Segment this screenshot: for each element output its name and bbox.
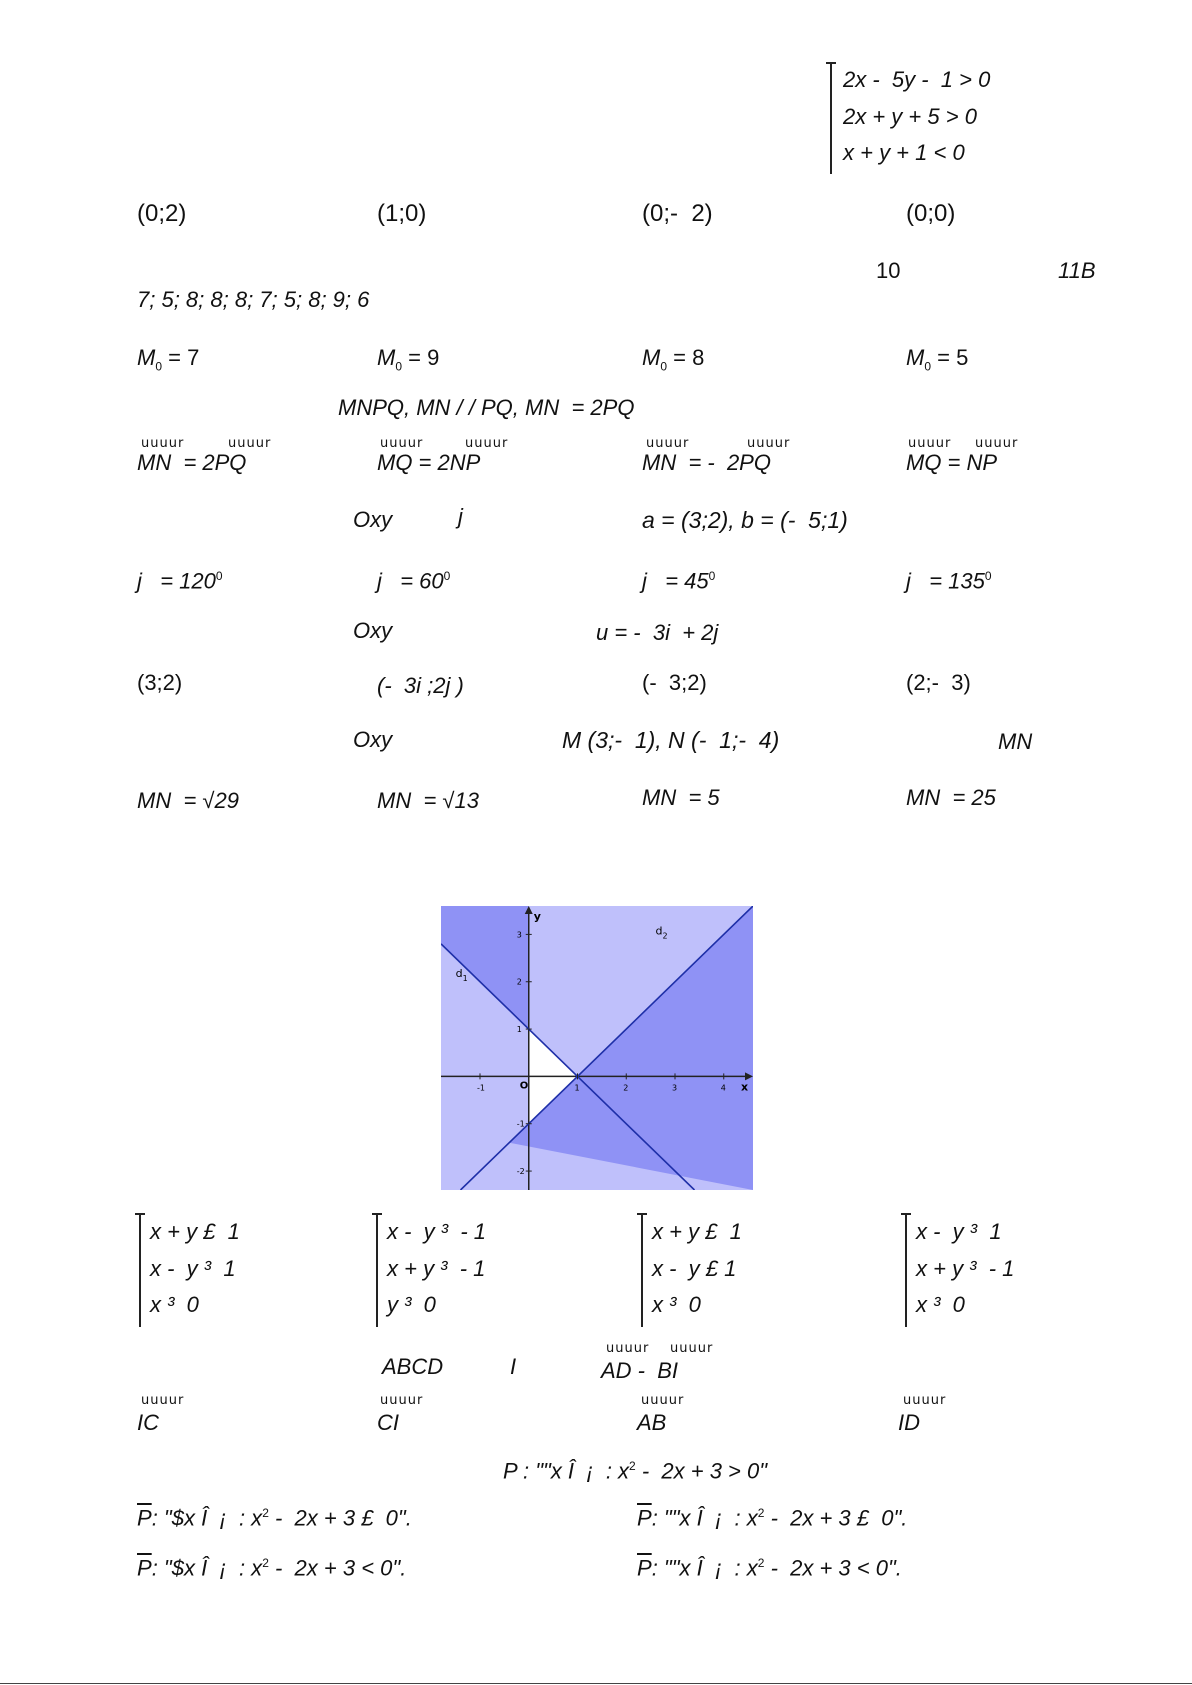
negation-stem: P : ""x Î ¡ : $x^2 - 2x + 3 > 0$"	[503, 1458, 768, 1484]
x-tick-label: 1	[574, 1083, 580, 1093]
trapezoid-option-a: MN = 2PQ	[137, 450, 247, 475]
mode-option-c: $M_0 = 8$	[642, 345, 705, 374]
region-a-line-3: x ³ 0	[150, 1292, 199, 1317]
vector-arrow-bi: uuuur	[670, 1341, 714, 1356]
x-tick-label: 3	[672, 1083, 678, 1093]
square-option-b: CI	[377, 1410, 399, 1435]
angle-vectors: a = (3;2), b = (- 5;1)	[642, 507, 848, 533]
system-line-2: 2x + y + 5 > 0	[843, 104, 977, 129]
x-axis-label: x	[741, 1080, 749, 1094]
region-c-line-1: x + y £ 1	[652, 1219, 742, 1244]
y-axis-label: y	[533, 910, 541, 923]
mode-option-b: $M_0 = 9$	[377, 345, 440, 374]
vector-arrow-c2: uuuur	[747, 436, 791, 451]
angle-option-d: $j = 135^0$	[906, 568, 992, 594]
square-stem-abcd: ABCD	[382, 1354, 444, 1379]
region-a-line-1: x + y £ 1	[150, 1219, 240, 1244]
y-tick-label: 2	[516, 977, 522, 987]
region-c-line-3: x ³ 0	[652, 1292, 701, 1317]
vector-u-option-b: (- 3i ;2j )	[377, 673, 464, 698]
angle-option-a: $j = 120^0$	[137, 568, 223, 594]
vector-arrow-ic: uuuur	[141, 1393, 185, 1408]
vector-arrow-c1: uuuur	[646, 436, 690, 451]
d2-label: $d_2$	[655, 924, 668, 941]
system-option-d: (0;0)	[906, 200, 956, 227]
vector-u-option-d: (2;- 3)	[906, 670, 971, 695]
trapezoid-stem: MNPQ, MN / / PQ, MN = 2PQ	[338, 395, 635, 420]
origin-label: O	[519, 1080, 529, 1092]
negation-option-d: $\overline{P}$: ""x Î ¡ : $x^2 - 2x + 3 < 0$".	[637, 1555, 902, 1581]
region-graph	[441, 906, 753, 1190]
system-line-3: x + y + 1 < 0	[843, 140, 965, 165]
region-c-line-2: x - y £ 1	[652, 1256, 737, 1281]
distance-option-c: MN = 5	[642, 785, 720, 810]
distance-option-a: MN = √29	[137, 788, 239, 813]
x-tick-label: 2	[623, 1083, 629, 1093]
region-graph-svg	[441, 906, 753, 1190]
negation-option-b: $\overline{P}$: ""x Î ¡ : $x^2 - 2x + 3$ £ 0".	[637, 1505, 908, 1531]
region-b-line-3: y ³ 0	[387, 1292, 436, 1317]
x-tick-label: -1	[477, 1083, 485, 1093]
vector-arrow-d1: uuuur	[908, 436, 952, 451]
trapezoid-option-b: MQ = 2NP	[377, 450, 481, 475]
distance-stem: M (3;- 1), N (- 1;- 4)	[562, 727, 780, 753]
angle-option-b: $j = 60^0$	[377, 568, 451, 594]
vector-arrow-d2: uuuur	[975, 436, 1019, 451]
system-option-a: (0;2)	[137, 200, 187, 227]
vector-u-option-c: (- 3;2)	[642, 670, 707, 695]
mode-head-10: 10	[876, 258, 901, 283]
page-bottom-rule	[0, 1683, 1192, 1684]
y-tick-label: -2	[516, 1167, 525, 1177]
mode-data: 7; 5; 8; 8; 8; 7; 5; 8; 9; 6	[137, 287, 370, 312]
square-option-d: ID	[898, 1410, 920, 1435]
square-expr: AD - BI	[601, 1358, 679, 1383]
trapezoid-option-d: MQ = NP	[906, 450, 998, 475]
vector-u-stem: u = - 3i + 2j	[596, 620, 719, 645]
angle-oxy: Oxy	[353, 507, 393, 532]
system-line-1: 2x - 5y - 1 > 0	[843, 67, 991, 92]
distance-option-d: MN = 25	[906, 785, 996, 810]
angle-option-c: $j = 45^0$	[642, 568, 716, 594]
region-d-line-2: x + y ³ - 1	[916, 1256, 1015, 1281]
vector-u-option-a: (3;2)	[137, 670, 183, 695]
mode-option-a: $M_0 = 7$	[137, 345, 200, 374]
vector-arrow-id: uuuur	[903, 1393, 947, 1408]
vector-u-oxy: Oxy	[353, 618, 393, 643]
vector-arrow-b2: uuuur	[465, 436, 509, 451]
square-option-c: AB	[637, 1410, 667, 1435]
region-a-line-2: x - y ³ 1	[150, 1256, 236, 1281]
mode-option-d: $M_0 = 5$	[906, 345, 969, 374]
vector-arrow-b1: uuuur	[380, 436, 424, 451]
system-brace	[830, 64, 842, 174]
system-option-c: (0;- 2)	[642, 200, 713, 227]
distance-right: MN	[998, 729, 1033, 754]
region-b-line-2: x + y ³ - 1	[387, 1256, 486, 1281]
d1-label: $d_1$	[455, 967, 468, 983]
negation-option-c: $\overline{P}$: "$x Î ¡ : $x^2 - 2x + 3 < 0$".	[137, 1555, 407, 1581]
y-tick-label: 3	[516, 930, 522, 940]
vector-arrow-ad: uuuur	[606, 1341, 650, 1356]
trapezoid-option-c: MN = - 2PQ	[642, 450, 771, 475]
angle-phi: j	[458, 504, 463, 529]
vector-arrow-a2: uuuur	[228, 436, 272, 451]
x-tick-label: 4	[720, 1083, 726, 1093]
system-option-b: (1;0)	[377, 200, 427, 227]
negation-option-a: $\overline{P}$: "$x Î ¡ : $x^2 - 2x + 3$ £ 0".	[137, 1505, 412, 1531]
region-d-line-1: x - y ³ 1	[916, 1219, 1002, 1244]
region-b-line-1: x - y ³ - 1	[387, 1219, 486, 1244]
y-tick-label: 1	[516, 1025, 522, 1035]
vector-arrow-a1: uuuur	[141, 436, 185, 451]
region-d-line-3: x ³ 0	[916, 1292, 965, 1317]
mode-head-11b: 11B	[1058, 258, 1096, 283]
distance-oxy: Oxy	[353, 727, 393, 752]
square-stem-i: I	[510, 1354, 517, 1379]
square-option-a: IC	[137, 1410, 159, 1435]
vector-arrow-ab: uuuur	[641, 1393, 685, 1408]
distance-option-b: MN = √13	[377, 788, 479, 813]
vector-arrow-ci: uuuur	[380, 1393, 424, 1408]
y-tick-label: -1	[516, 1119, 525, 1129]
